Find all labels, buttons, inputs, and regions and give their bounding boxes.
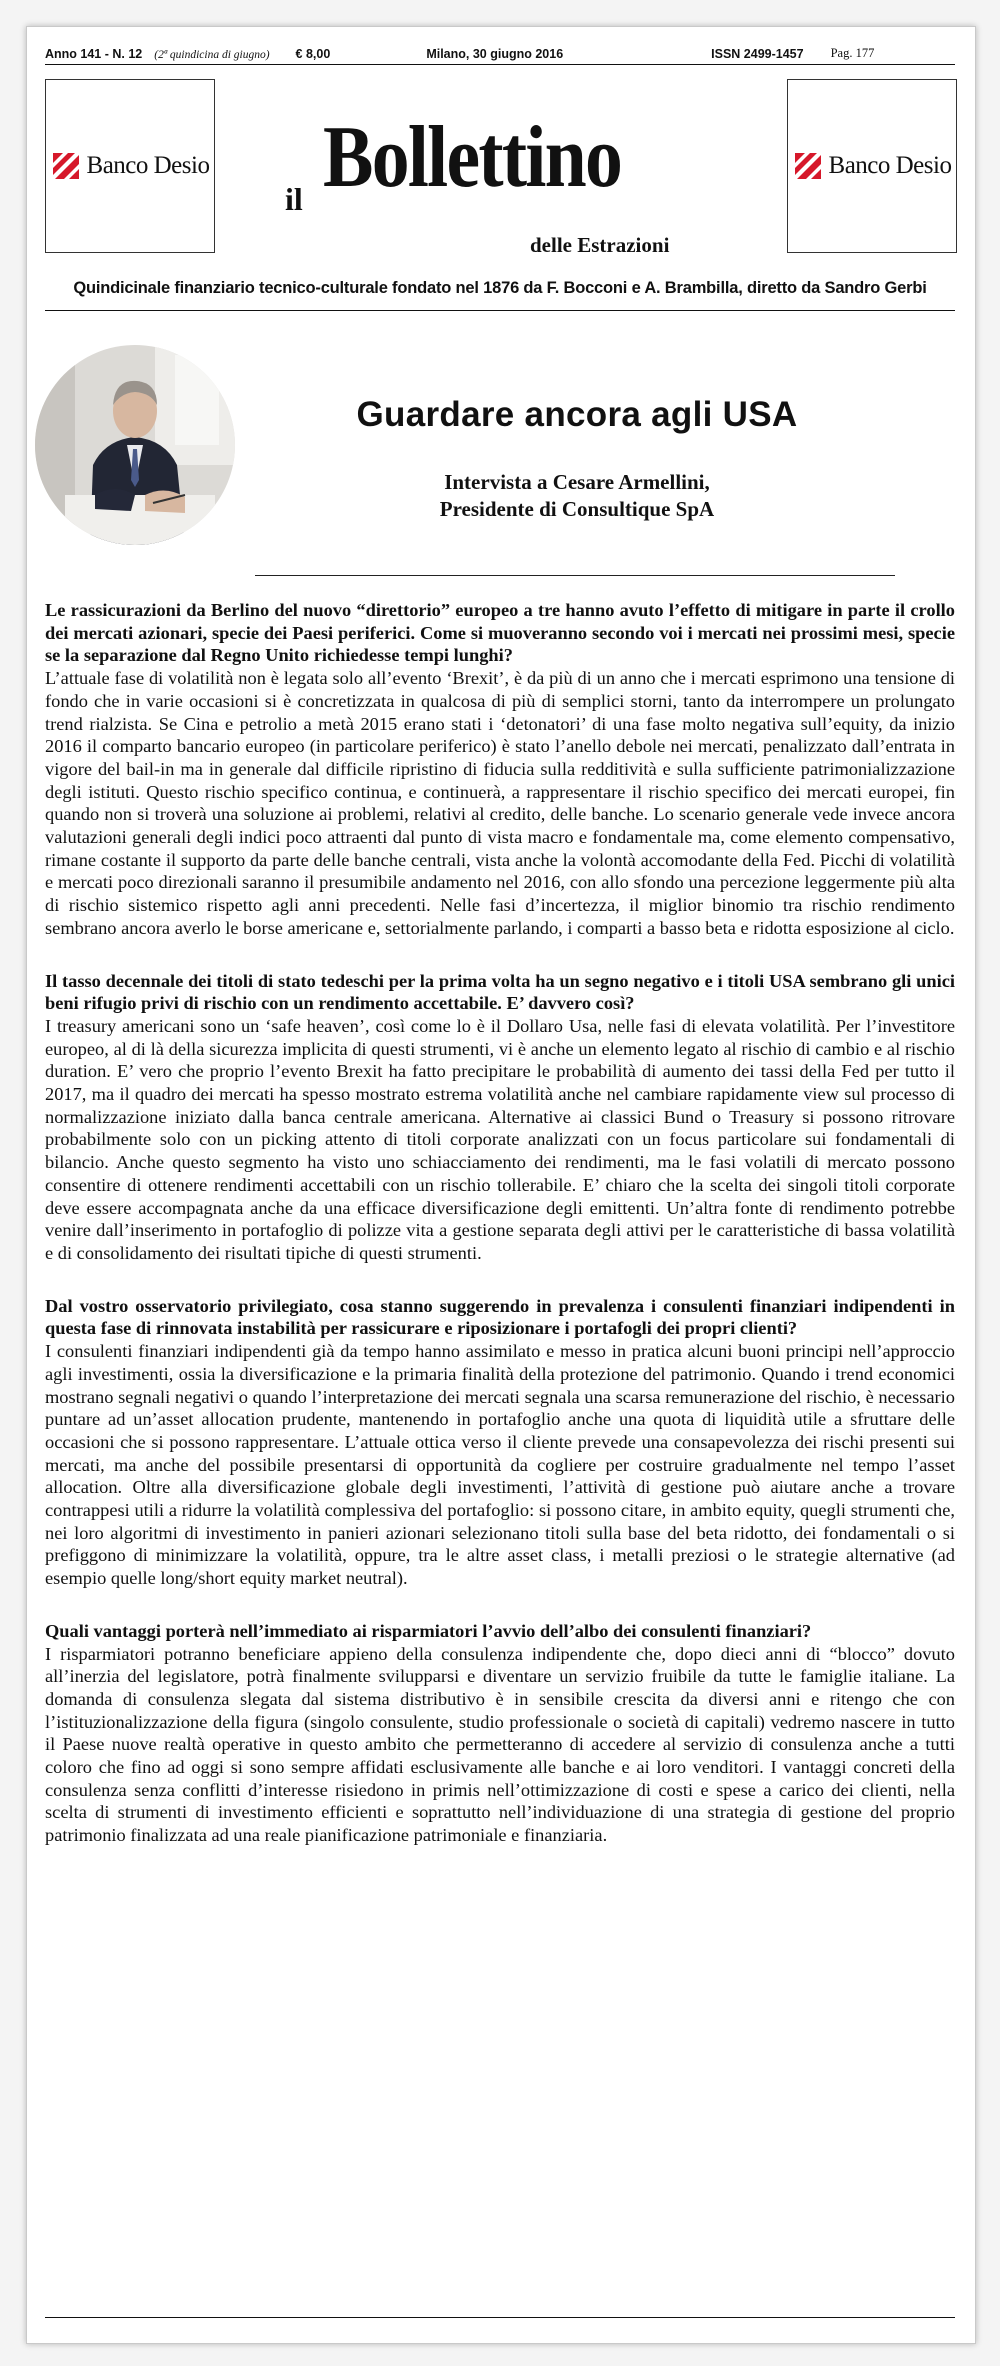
- banco-desio-ad-left[interactable]: [45, 79, 215, 253]
- banco-desio-brand-text: Banco Desio: [828, 152, 952, 179]
- qa-block: [45, 1295, 955, 1590]
- interview-question: Quali vantaggi porterà nell’immediato ai risparmiatori l’avvio dell’albo dei consulenti finanziari?: [45, 1620, 812, 1641]
- article-body: [45, 599, 955, 1877]
- masthead: [247, 73, 727, 263]
- interview-question: Il tasso decennale dei titoli di stato tedeschi per la prima volta ha un segno negativo e i titoli USA sembrano gli unici beni rifugio privi di rischio con un rendimento accettabile. E’ davvero così?: [45, 970, 955, 1014]
- interview-answer: I treasury americani sono un ‘safe heaven’, così come lo è il Dollaro Usa, nelle fasi di elevata volatilità. Per l’investitore europeo, al di là della sicurezza implicita di questi strumenti, vi è anche un elemento legato al rischio di cambio e al rischio duration. E’ vero che proprio l’evento Brexit ha fatto precipitare le probabilità di aumento dei tassi della Fed per tutto il 2017, ma il quadro dei mercati ha spesso mostrato estrema volatilità anche nel cambiare rapidamente view sul processo di normalizzazione iniziato dalla banca centrale americana. Alternative ai classici Bund o Treasury si possono ritrovare probabilmente solo con un picking attento di titoli corporate analizzati con un focus particolare sui fondamentali di bilancio. Anche questo segmento ha visto uno schiacciamento dei rendimenti, ma le fasi volatili di mercato possono consentire di ottenere rendimenti accettabili con un rischio tollerabile. E’ chiaro che la scelta dei singoli titoli corporate deve essere accompagnata anche da una efficace diversificazione degli emittenti. Un’altra fonte di rendimento potrebbe venire dall’inserimento in portafoglio di polizze vita a gestione separata degli attivi per le caratteristiche di bassa volatilità e di consolidamento dei risultati tipiche di questi strumenti.: [45, 1015, 955, 1263]
- article-subtitle: [327, 469, 827, 523]
- issue-place-date: Milano, 30 giugno 2016: [426, 47, 564, 61]
- interview-answer: I consulenti finanziari indipendenti già da tempo hanno assimilato e messo in pratica alcuni buoni principi nell’approccio agli investimenti, ossia la diversificazione e la primaria finalità della protezione del patrimonio. Quando i trend economici mostrano segnali negativi o quando l’interpretazione dei mercati segnala una scarsa remunerazione del rischio, è necessario puntare ad un’asset allocation prudente, mantenendo in portafoglio anche una quota di liquidità utile a sfruttare delle occasioni che si possono rappresentare. L’attuale ottica verso il cliente prevede una consapevolezza dei rischi presenti sui mercati, ma anche del possibile presentarsi di opportunità da cogliere per costruire gradualmente nel tempo l’asset allocation. Oltre alla diversificazione globale degli investimenti, l’attività di gestione può aiutare anche a trovare contrappesi utili a ridurre la volatilità complessiva del portafoglio: si possono citare, in ambito equity, quegli strumenti che, nei loro algoritmi di investimento in panieri azionari selezionano titoli sulla base del beta ridotto, dei fondamentali o si prefiggono di minimizzare la volatilità, oppure, tra le altre asset class, i metalli preziosi o le strategie alternative (ad esempio quelle long/short equity market neutral).: [45, 1341, 955, 1589]
- interview-answer: I risparmiatori potranno beneficiare appieno della consulenza indipendente che, dopo dieci anni di “blocco” dovuto all’inerzia del legislatore, potrà finalmente svilupparsi e diventare un servizio fruibile da tutte le famiglie italiane. La domanda di consulenza slegata dal sistema distributivo è in sensibile crescita da diversi anni e ritengo che con l’istituzionalizzazione della figura (singolo consulente, studio professionale o società di capitali) vedremo nascere in tutto il Paese nuove realtà operative in questo ambito che permetteranno di accedere al servizio di consulenza anche a tutti coloro che fino ad oggi si sono sempre affidati esclusivamente alle banche e ai loro venditori. I vantaggi concreti della consulenza senza conflitti d’interesse risiedono in primis nell’ottimizzazione di costi e spese a carico dei clienti, nella scelta di strumenti di investimento efficienti e soprattutto nell’individuazione di una strategia di gestione del proprio patrimonio finalizzata ad una reale pianificazione patrimoniale e finanziaria.: [45, 1643, 955, 1846]
- newspaper-page: [26, 26, 976, 2344]
- banco-desio-brand-text: Banco Desio: [86, 152, 210, 179]
- qa-block: [45, 599, 955, 940]
- interviewee-photo: [35, 345, 235, 545]
- tagline-rule: [45, 310, 955, 311]
- tagline: Quindicinale finanziario tecnico-culturale fondato nel 1876 da F. Bocconi e A. Brambilla, diretto da Sandro Gerbi: [73, 279, 927, 297]
- masthead-subtitle: delle Estrazioni: [530, 233, 670, 257]
- interview-question: Dal vostro osservatorio privilegiato, cosa stanno suggerendo in prevalenza i consulenti finanziari indipendenti in questa fase di rinnovata instabilità per rassicurare e riposizionare i portafogli dei propri clienti?: [45, 1295, 955, 1339]
- issue-note: (2ª quindicina di giugno): [154, 49, 270, 61]
- qa-block: [45, 970, 955, 1265]
- banco-desio-ad-right[interactable]: [787, 79, 957, 253]
- article-subtitle-line-2: Presidente di Consultique SpA: [439, 497, 715, 521]
- article-subtitle-line-1: Intervista a Cesare Armellini,: [444, 470, 710, 494]
- bottom-rule: [45, 2317, 955, 2318]
- masthead-il: il: [285, 181, 303, 217]
- banco-desio-logo-icon: [51, 151, 81, 181]
- banco-desio-logo-icon: [793, 151, 823, 181]
- interview-question: Le rassicurazioni da Berlino del nuovo “direttorio” europeo a tre hanno avuto l’effetto di mitigare in parte il crollo dei mercati azionari, specie dei Paesi periferici. Come si muoveranno secondo voi i mercati nei prossimi mesi, specie se la separazione dal Regno Unito richiedesse tempi lunghi?: [45, 600, 955, 666]
- masthead-title: Bollettino: [323, 109, 622, 206]
- interview-answer: L’attuale fase di volatilità non è legata solo all’evento ‘Brexit’, è da più di un anno che i mercati esprimono una tensione di fondo che in varie occasioni si è concretizzata in qualcosa di più di semplici storni, tanto da interrompere un prolungato trend rialzista. Se Cina e petrolio a metà 2015 erano stati i ‘detonatori’ di una fase molto negativa sull’equity, da inizio 2016 il comparto bancario europeo (in particolare periferico) è stato l’anello debole nei mercati, penalizzato dall’entrata in vigore del bail-in ma in generale dal difficile ripristino di fiducia sulla redditività e sulla sufficiente patrimonializzazione degli istituti. Questo rischio specifico continua, e continuerà, a rappresentare il rischio specifico dei mercati europei, fin quando non si troverà una soluzione ai problemi, relativi al credito, delle banche. Lo scenario generale vede invece ancora valutazioni generali degli indici poco attraenti dal punto di vista macro e fondamentale ma, come elemento compensativo, rimane costante il supporto da parte delle banche centrali, vista anche la volontà accomodante della Fed. Picchi di volatilità e mercati poco direzionali saranno il presumibile andamento nel 2016, con allo sfondo una percezione leggermente più alta di rischio sistemico rispetto agli anni precedenti. Nelle fasi d’incertezza, il miglior binomio tra rischio rendimento sembrano ancora averlo le borse americane e, settorialmente parlando, i comparti a basso beta e ridotta esposizione al ciclo.: [45, 668, 955, 938]
- issn: ISSN 2499-1457: [711, 47, 804, 61]
- issue-price: € 8,00: [295, 47, 331, 61]
- page-number: Pag. 177: [830, 46, 875, 60]
- qa-block: [45, 1620, 955, 1847]
- issue-header-bar: [45, 39, 955, 65]
- article-title-rule: [255, 575, 895, 576]
- issue-number: Anno 141 - N. 12: [45, 47, 143, 61]
- article-title: Guardare ancora agli USA: [356, 395, 798, 434]
